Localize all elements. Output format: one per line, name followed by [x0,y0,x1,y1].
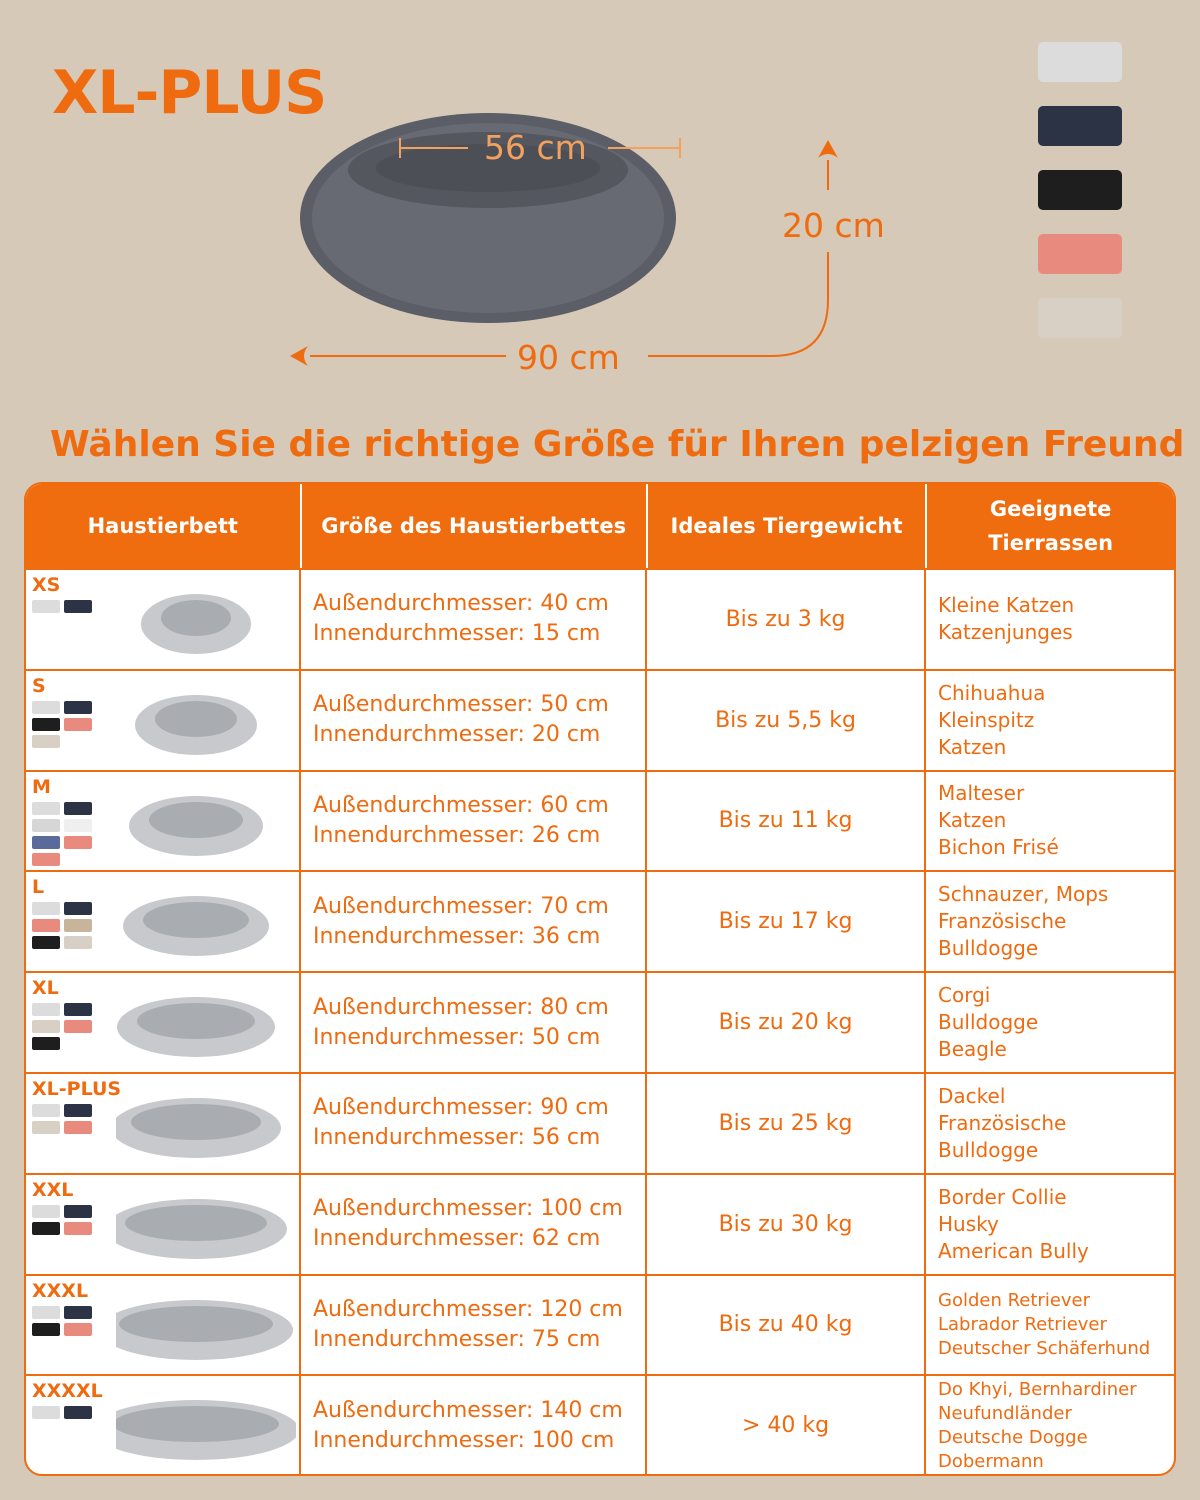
table-row [26,971,1174,1072]
ideal-weight: Bis zu 25 kg [718,1110,853,1136]
mini-swatch [32,735,60,748]
size-label: S [32,674,46,697]
breed-item: Bulldogge [938,1137,1039,1162]
breed-item: American Bully [938,1238,1089,1263]
mini-swatches [32,1003,92,1050]
weight-cell [647,570,926,669]
inner-diameter: Innendurchmesser: 75 cm [313,1326,601,1352]
breed-item: Schnauzer, Mops [938,882,1109,907]
bed-cell [26,872,301,971]
outer-diameter: Außendurchmesser: 50 cm [313,692,609,718]
size-label: M [32,775,51,798]
breed-item: Kleine Katzen [938,593,1075,618]
mini-swatches [32,1406,92,1419]
outer-diameter: Außendurchmesser: 100 cm [313,1196,623,1222]
breed-item: Corgi [938,983,991,1008]
breed-item: Kleinspitz [938,707,1035,732]
mini-swatch [32,853,60,866]
outer-diameter: Außendurchmesser: 70 cm [313,893,609,919]
mini-swatch [64,1323,92,1336]
size-cell [301,973,647,1072]
bed-thumbnail [116,685,296,765]
mini-swatch [32,1121,60,1134]
breed-item: Bichon Frisé [938,835,1059,860]
mini-swatch [64,902,92,915]
column-header-size: Größe des Haustierbettes [302,484,648,568]
ideal-weight: Bis zu 20 kg [718,1010,853,1036]
breed-item: Husky [938,1211,999,1236]
breed-item: Katzen [938,734,1007,759]
bed-cell [26,570,301,669]
bed-thumbnail [116,584,296,664]
mini-swatches [32,701,92,748]
color-swatch[interactable] [1038,234,1122,274]
breed-item: Katzen [938,808,1007,833]
bed-thumbnail [116,1088,296,1168]
breeds-cell [926,1175,1174,1274]
mini-swatch [32,936,60,949]
table-row [26,1072,1174,1173]
bed-thumbnail [116,1189,296,1269]
inner-diameter: Innendurchmesser: 50 cm [313,1024,601,1050]
breed-item: Deutsche Dogge [938,1426,1088,1448]
mini-swatch [32,1020,60,1033]
bed-cell [26,1276,301,1375]
size-guide-heading: Wählen Sie die richtige Größe für Ihren pelzigen Freund [50,424,1185,465]
weight-cell [647,1376,926,1475]
ideal-weight: Bis zu 30 kg [718,1211,853,1237]
breed-item: Malteser [938,781,1025,806]
mini-swatch [32,701,60,714]
bed-thumbnail [116,987,296,1067]
mini-swatch [64,1020,92,1033]
height-label: 20 cm [782,206,885,245]
size-cell [301,671,647,770]
mini-swatches [32,1104,92,1134]
mini-swatch [32,1222,60,1235]
size-label: XXL [32,1178,74,1201]
breed-item: Dobermann [938,1450,1044,1472]
breed-item: Französische [938,1110,1067,1135]
size-label: L [32,876,45,899]
breed-item: Deutscher Schäferhund [938,1337,1151,1359]
ideal-weight: Bis zu 3 kg [725,606,846,632]
ideal-weight: Bis zu 17 kg [718,909,853,935]
breeds-cell [926,872,1174,971]
bed-thumbnail [116,786,296,866]
bed-cell [26,973,301,1072]
mini-swatch [64,802,92,815]
breed-item: Französische [938,909,1067,934]
size-table [24,482,1176,1476]
mini-swatch [32,1104,60,1117]
outer-diameter: Außendurchmesser: 140 cm [313,1397,623,1423]
color-swatches [1038,42,1122,362]
mini-swatch [32,1323,60,1336]
mini-swatch [32,600,60,613]
breed-item: Dackel [938,1083,1006,1108]
color-swatch[interactable] [1038,106,1122,146]
color-swatch[interactable] [1038,42,1122,82]
mini-swatch [64,718,92,731]
bed-thumbnail [116,886,296,966]
size-cell [301,1074,647,1173]
mini-swatches [32,902,92,949]
breed-item: Neufundländer [938,1402,1072,1424]
inner-diameter-label: 56 cm [484,128,587,167]
table-row [26,770,1174,871]
mini-swatch [32,1205,60,1218]
breeds-cell [926,1074,1174,1173]
bed-cell [26,671,301,770]
mini-swatch [32,919,60,932]
mini-swatch [32,819,60,832]
table-row [26,1374,1174,1475]
bed-cell [26,1175,301,1274]
inner-diameter: Innendurchmesser: 36 cm [313,923,601,949]
column-header-bed: Haustierbett [26,484,302,568]
color-swatch[interactable] [1038,298,1122,338]
bed-cell [26,1376,301,1475]
size-cell [301,872,647,971]
size-label: XXXL [32,1279,89,1302]
bed-thumbnail [116,1390,296,1470]
breed-item: Labrador Retriever [938,1313,1107,1335]
breeds-cell [926,1276,1174,1375]
bed-cell [26,772,301,871]
column-header-breeds: Geeignete Tierrassen [988,497,1114,555]
breed-item: Golden Retriever [938,1289,1091,1311]
weight-cell [647,671,926,770]
inner-diameter: Innendurchmesser: 62 cm [313,1226,601,1252]
mini-swatches [32,1306,92,1336]
inner-diameter: Innendurchmesser: 20 cm [313,722,601,748]
weight-cell [647,973,926,1072]
size-cell [301,1276,647,1375]
outer-diameter-label: 90 cm [517,338,620,377]
mini-swatch [64,919,92,932]
outer-diameter: Außendurchmesser: 40 cm [313,591,609,617]
table-row [26,669,1174,770]
breeds-cell [926,772,1174,871]
size-cell [301,570,647,669]
table-header [26,484,1174,568]
mini-swatch [64,1003,92,1016]
mini-swatches [32,1205,92,1235]
mini-swatch [32,1406,60,1419]
weight-cell [647,772,926,871]
breed-item: Bulldogge [938,936,1039,961]
size-label: XXXXL [32,1380,103,1403]
mini-swatch [64,936,92,949]
mini-swatch [32,836,60,849]
breed-item: Beagle [938,1037,1007,1062]
mini-swatch [64,1406,92,1419]
hero-title: XL-PLUS [52,58,327,128]
inner-diameter: Innendurchmesser: 56 cm [313,1125,601,1151]
breed-item: Katzenjunges [938,620,1073,645]
bed-cell [26,1074,301,1173]
size-label: XL-PLUS [32,1077,122,1100]
outer-diameter: Außendurchmesser: 120 cm [313,1296,623,1322]
breed-item: Border Collie [938,1184,1067,1209]
inner-diameter: Innendurchmesser: 26 cm [313,822,601,848]
bed-thumbnail [116,1290,296,1370]
breeds-cell [926,570,1174,669]
mini-swatches [32,802,92,866]
size-cell [301,1175,647,1274]
inner-diameter: Innendurchmesser: 15 cm [313,621,601,647]
mini-swatch [64,819,92,832]
table-row [26,568,1174,669]
column-header-weight: Ideales Tiergewicht [648,484,928,568]
inner-diameter: Innendurchmesser: 100 cm [313,1427,615,1453]
size-label: XL [32,977,59,1000]
breeds-cell [926,1376,1174,1475]
size-label: XS [32,574,61,596]
breed-item: Chihuahua [938,680,1046,705]
ideal-weight: > 40 kg [741,1413,830,1439]
breeds-cell [926,973,1174,1072]
breed-item: Bulldogge [938,1010,1039,1035]
mini-swatch [32,1003,60,1016]
ideal-weight: Bis zu 11 kg [718,808,853,834]
mini-swatch [64,600,92,613]
size-cell [301,772,647,871]
mini-swatch [32,1306,60,1319]
mini-swatch [64,836,92,849]
mini-swatch [64,1205,92,1218]
table-row [26,1274,1174,1375]
weight-cell [647,1276,926,1375]
mini-swatch [32,1037,60,1050]
table-row [26,1173,1174,1274]
breed-item: Do Khyi, Bernhardiner [938,1378,1137,1400]
weight-cell [647,872,926,971]
outer-diameter: Außendurchmesser: 80 cm [313,994,609,1020]
mini-swatch [64,1104,92,1117]
table-row [26,870,1174,971]
mini-swatch [32,802,60,815]
mini-swatch [32,718,60,731]
mini-swatch [64,1222,92,1235]
outer-diameter: Außendurchmesser: 60 cm [313,792,609,818]
mini-swatch [32,902,60,915]
size-cell [301,1376,647,1475]
mini-swatches [32,600,92,613]
ideal-weight: Bis zu 40 kg [718,1312,853,1338]
mini-swatch [64,1306,92,1319]
color-swatch[interactable] [1038,170,1122,210]
breeds-cell [926,671,1174,770]
ideal-weight: Bis zu 5,5 kg [715,707,856,733]
weight-cell [647,1175,926,1274]
outer-diameter: Außendurchmesser: 90 cm [313,1095,609,1121]
mini-swatch [64,1121,92,1134]
mini-swatch [64,701,92,714]
weight-cell [647,1074,926,1173]
